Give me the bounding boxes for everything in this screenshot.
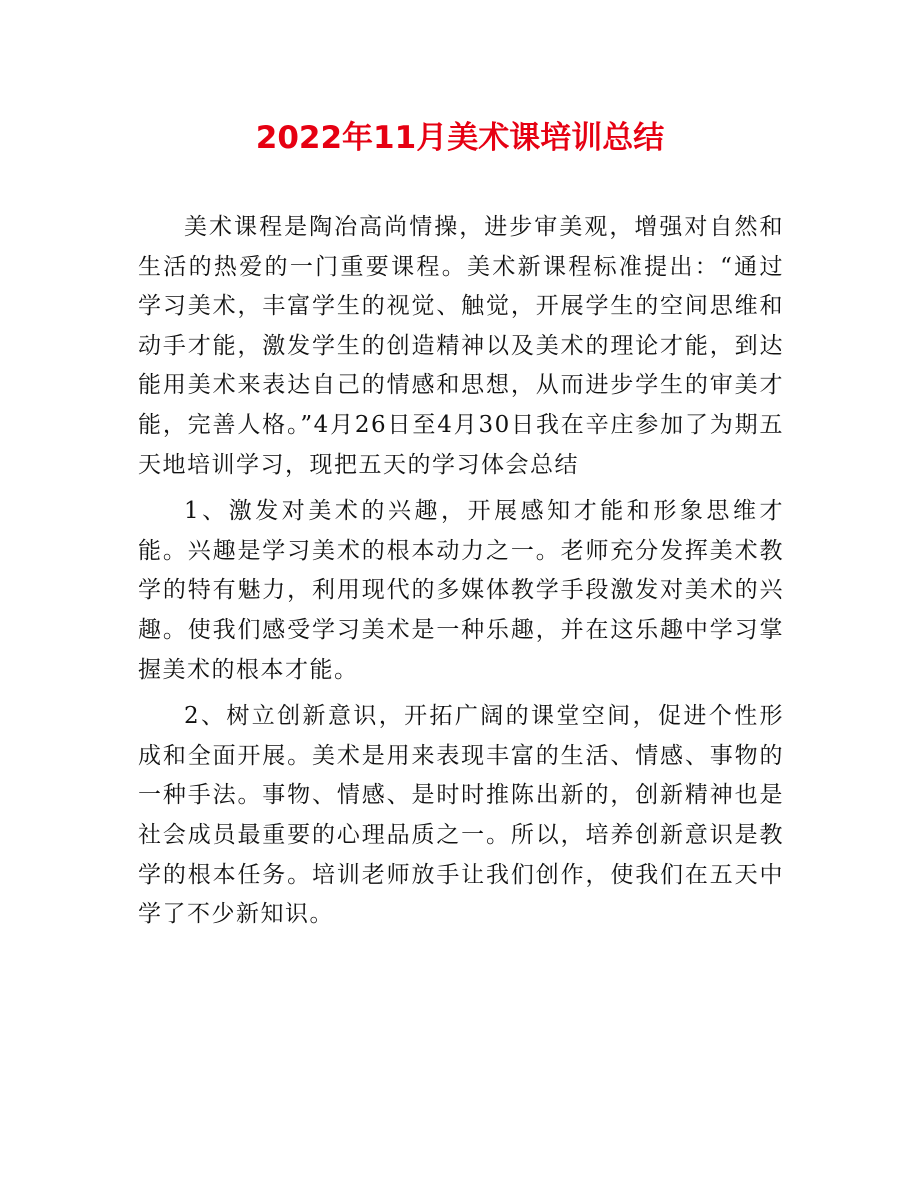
paragraph-intro: 美术课程是陶冶高尚情操，进步审美观，增强对自然和生活的热爱的一门重要课程。美术新课程标准提出：“通过学习美术，丰富学生的视觉、触觉，开展学生的空间思维和动手才能，激发学生的创造精神以及美术的理论才能，到达能用美术来表达自己的情感和思想，从而进步学生的审美才能，完善人格。”4月26日至4月30日我在辛庄参加了为期五天地培训学习，现把五天的学习体会总结	[138, 214, 784, 478]
paragraph-point-2: 2、树立创新意识，开拓广阔的课堂空间，促进个性形成和全面开展。美术是用来表现丰富的生活、情感、事物的一种手法。事物、情感、是时时推陈出新的，创新精神也是社会成员最重要的心理品质之一。所以，培养创新意识是教学的根本任务。培训老师放手让我们创作，使我们在五天中学了不少新知识。	[138, 703, 784, 928]
document-title: 2022年11月美术课培训总结	[255, 120, 665, 156]
paragraph-point-1: 1、激发对美术的兴趣，开展感知才能和形象思维才能。兴趣是学习美术的根本动力之一。老师充分发挥美术教学的特有魅力，利用现代的多媒体教学手段激发对美术的兴趣。使我们感受学习美术是一种乐趣，并在这乐趣中学习掌握美术的根本才能。	[138, 498, 784, 683]
document-body	[138, 208, 784, 935]
